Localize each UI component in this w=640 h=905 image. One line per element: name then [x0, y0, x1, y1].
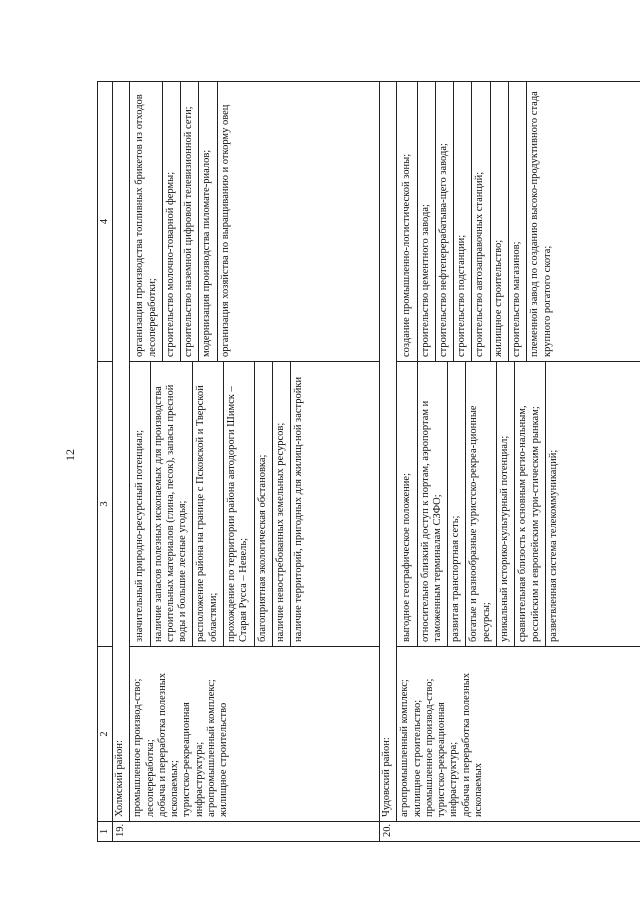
header-col-3: 3: [98, 362, 113, 647]
advantage-item: благоприятная экологическая обстановка;: [255, 362, 273, 646]
specialization-cell: [130, 647, 380, 822]
specialization-item: добыча и переработка полезных ископаемых: [460, 672, 484, 817]
specialization-item: добыча и переработка полезных ископаемых;: [156, 672, 181, 817]
district-content-row: [130, 82, 380, 842]
advantage-item: наличие запасов полезных ископаемых для производства строительных материалов (глина, песок), запасы пресной воды и большие лесные угодья;: [151, 362, 194, 646]
specialization-item: лесопереработка;: [144, 739, 156, 817]
project-item: организация хозяйства по выращиванию и откорму овец: [219, 104, 231, 357]
header-col-2: 2: [98, 647, 113, 822]
row-number: 19.: [113, 822, 380, 842]
advantage-item: наличие территорий, пригодных для жилищ-ной застройки: [293, 376, 305, 642]
advantage-item: богатые и разнообразные туристско-рекреа-ционные ресурсы;: [466, 362, 497, 646]
specialization-cell: [397, 647, 640, 822]
header-row: [98, 82, 113, 842]
project-item: жилищное строительство;: [491, 82, 509, 361]
project-item: строительство молочно-товарной фермы;: [163, 82, 181, 361]
district-title-row: [380, 82, 397, 842]
projects-cell: [397, 82, 640, 362]
advantage-item: разветвленная система телекоммуникаций;: [547, 449, 559, 642]
page-number: 12: [63, 449, 77, 461]
row-number: 20.: [380, 822, 640, 842]
header-col-4: 4: [98, 82, 113, 362]
project-item: модернизация производства пиломате-риалов;: [199, 82, 217, 361]
advantage-item: расположение района на границе с Псковской и Тверской областями;: [193, 362, 224, 646]
district-title-row: [113, 82, 130, 842]
advantage-item: прохождение по территории района автодороги Шимск – Старая Русса – Невель;: [224, 362, 255, 646]
project-item: организация производства топливных брикетов из отходов лесопереработки;: [132, 82, 163, 361]
project-item: строительство магазинов;: [509, 82, 527, 361]
advantage-item: развитая транспортная сеть;: [448, 362, 466, 646]
specialization-item: жилищное строительство: [218, 702, 230, 817]
project-item: строительство автозаправочных станций;: [472, 82, 490, 361]
advantages-cell: [130, 362, 380, 647]
table-body: [113, 82, 640, 842]
projects-cell: [130, 82, 380, 362]
project-item: племенной завод по созданию высоко-продуктивного стада крупного рогатого скота;: [529, 91, 553, 357]
specialization-item: туристско-рекреационная инфраструктура;: [436, 702, 460, 817]
project-item: строительство наземной цифровой телевизионной сети;: [181, 82, 199, 361]
rotated-table-wrapper: [97, 82, 637, 842]
district-content-row: [397, 82, 640, 842]
advantage-item: сравнительная близость к основным регио-нальным, российским и европейским тури-стическим рынкам;: [515, 362, 546, 646]
advantages-cell: [397, 362, 640, 647]
project-item: строительство нефтеперерабатыва-щего завода;: [436, 82, 454, 361]
district-name: Холмский район:: [113, 82, 130, 822]
project-item: создание промышленно-логистической зоны;: [399, 82, 417, 361]
advantage-item: выгодное географическое положение;: [399, 362, 417, 646]
specialization-item: агропромышленный комплекс;: [205, 679, 217, 817]
districts-table: [97, 81, 640, 842]
specialization-item: туристско-рекреационная инфраструктура;: [181, 702, 205, 817]
header-col-1: 1: [98, 822, 113, 842]
advantage-item: значительный природно-ресурсный потенциал;: [132, 362, 150, 646]
specialization-item: жилищное строительство;: [411, 699, 423, 817]
specialization-item: агропромышленный комплекс;: [399, 679, 411, 817]
project-item: строительство подстанции;: [454, 82, 472, 361]
project-item: строительство цементного завода;: [418, 82, 436, 361]
specialization-item: промышленное производ-ство;: [132, 678, 144, 817]
advantage-item: наличие невостребованных земельных ресурсов;: [273, 362, 291, 646]
district-name: Чудовский район:: [380, 82, 397, 822]
advantage-item: относительно близкий доступ к портам, аэропортам и таможенным терминалам СЗФО;: [418, 362, 449, 646]
specialization-item: промышленное производ-ство;: [423, 678, 435, 817]
advantage-item: уникальный историко-культурный потенциал;: [497, 362, 515, 646]
